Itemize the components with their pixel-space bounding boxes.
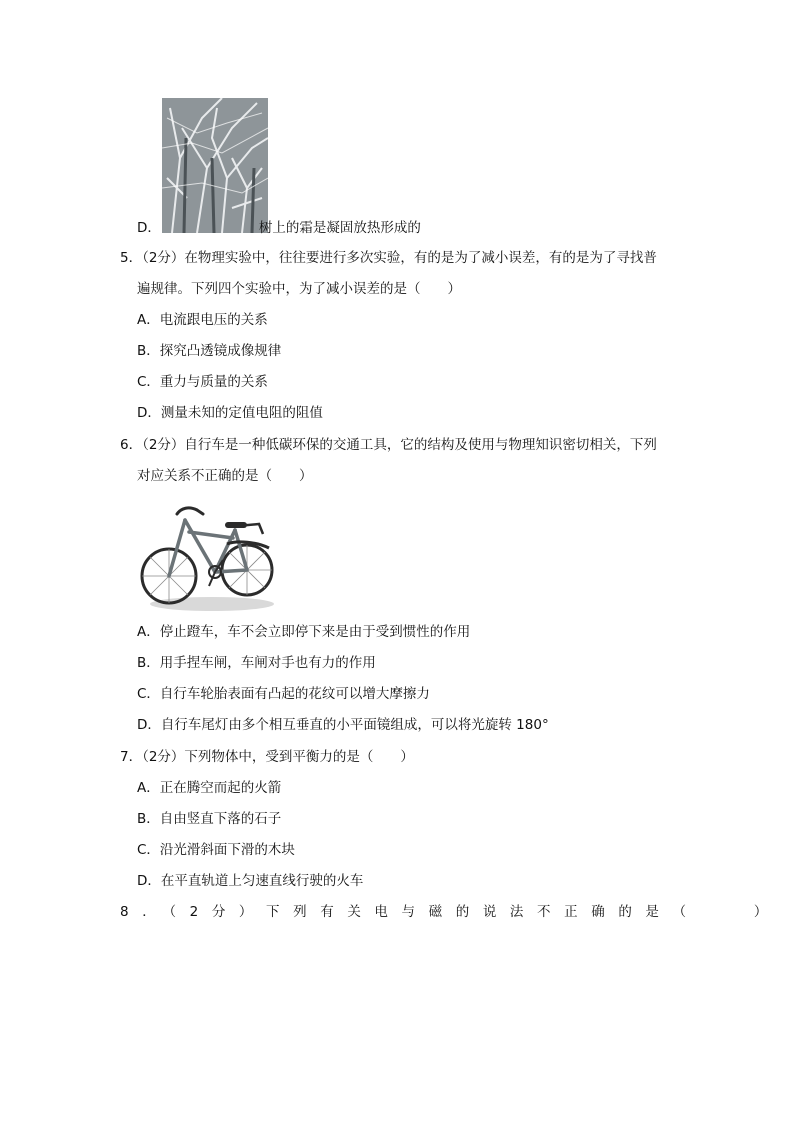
option-label: D．	[137, 220, 161, 236]
question-5-stem-line2: 遍规律。下列四个实验中，为了减小误差的是（ ）	[137, 281, 461, 297]
question-8-stem: 8．（2分）下列有关电与磁的说法不正确的是（ ）	[120, 904, 781, 920]
question-6-option-d: D．自行车尾灯由多个相互垂直的小平面镜组成，可以将光旋转 180°	[137, 717, 549, 733]
question-5-option-b: B．探究凸透镜成像规律	[137, 343, 282, 359]
question-7-stem: 7．（2分）下列物体中，受到平衡力的是（ ）	[120, 749, 414, 765]
bicycle-photo	[137, 500, 277, 612]
frost-tree-photo	[162, 98, 268, 233]
question-6-stem-line1: 6．（2分）自行车是一种低碳环保的交通工具，它的结构及使用与物理知识密切相关，下列	[120, 437, 657, 453]
question-5-option-d: D．测量未知的定值电阻的阻值	[137, 405, 323, 421]
question-6-option-a: A．停止蹬车，车不会立即停下来是由于受到惯性的作用	[137, 624, 471, 640]
option-text: 树上的霜是凝固放热形成的	[258, 220, 421, 236]
question-6-stem-line2: 对应关系不正确的是（ ）	[137, 468, 313, 484]
option-d-frost	[137, 218, 421, 238]
question-7-option-c: C．沿光滑斜面下滑的木块	[137, 842, 295, 858]
question-5-option-a: A．电流跟电压的关系	[137, 312, 268, 328]
question-6-option-b: B．用手捏车闸，车闸对手也有力的作用	[137, 655, 376, 671]
question-6-option-c: C．自行车轮胎表面有凸起的花纹可以增大摩擦力	[137, 686, 430, 702]
question-5-stem-line1: 5．（2分）在物理实验中，往往要进行多次实验，有的是为了减小误差，有的是为了寻找普	[120, 250, 657, 266]
question-7-option-a: A．正在腾空而起的火箭	[137, 780, 282, 796]
question-7-option-b: B．自由竖直下落的石子	[137, 811, 282, 827]
question-7-option-d: D．在平直轨道上匀速直线行驶的火车	[137, 873, 364, 889]
question-5-option-c: C．重力与质量的关系	[137, 374, 268, 390]
